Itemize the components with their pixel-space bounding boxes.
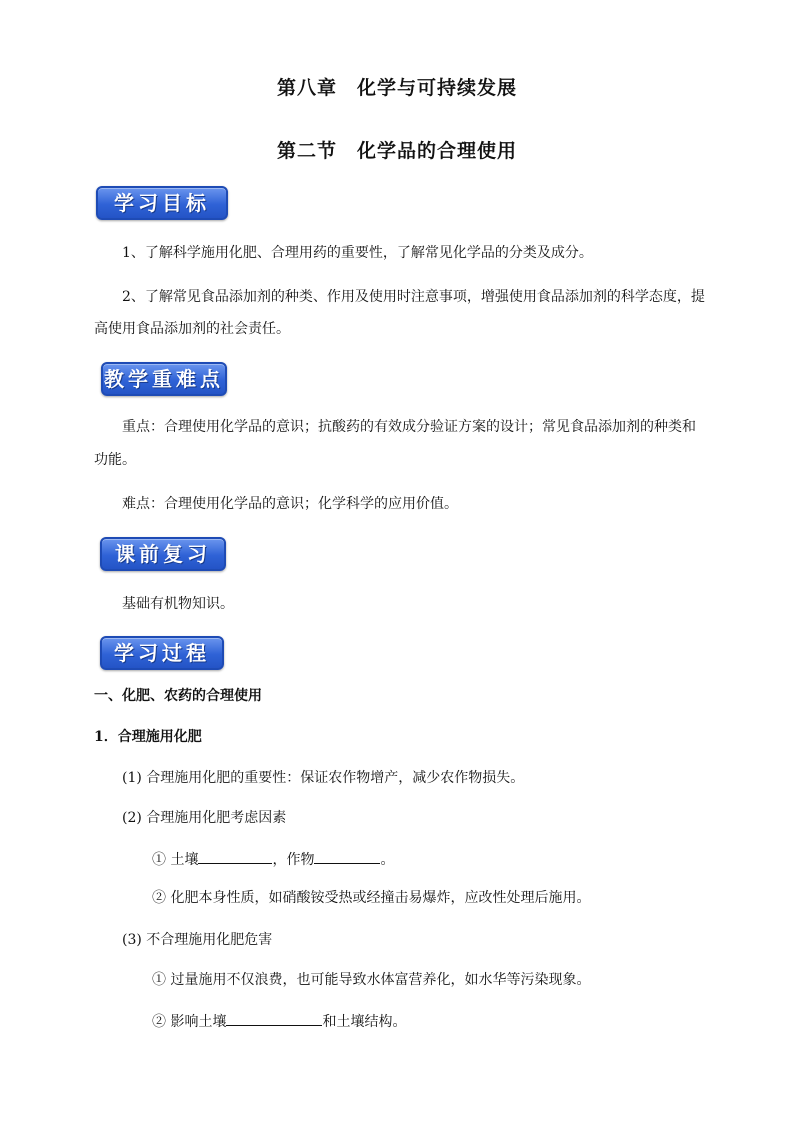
process-point-3: (3) 不合理施用化肥危害 bbox=[122, 932, 273, 948]
process-point-3b-prefix: ② 影响土壤 bbox=[152, 1014, 227, 1030]
fill-blank-soil[interactable] bbox=[198, 849, 272, 864]
process-point-2a-mid: ，作物 bbox=[272, 852, 315, 868]
chapter-title: 第八章 化学与可持续发展 bbox=[276, 77, 517, 99]
fill-blank-crop[interactable] bbox=[314, 849, 380, 864]
process-point-2b: ② 化肥本身性质，如硝酸铵受热或经撞击易爆炸，应改性处理后施用。 bbox=[152, 890, 591, 906]
fill-blank-soil-effect[interactable] bbox=[226, 1011, 322, 1026]
objectives-badge: 学习目标 bbox=[96, 186, 228, 220]
process-point-3a: ① 过量施用不仅浪费，也可能导致水体富营养化，如水华等污染现象。 bbox=[152, 972, 591, 988]
process-point-2a bbox=[152, 849, 394, 870]
objective-item-2-line-1: 2、了解常见食品添加剂的种类、作用及使用时注意事项，增强使用食品添加剂的科学态度，提 bbox=[122, 289, 705, 305]
process-point-2a-prefix: ① 土壤 bbox=[152, 852, 199, 868]
preview-badge: 课前复习 bbox=[100, 537, 226, 571]
preview-text: 基础有机物知识。 bbox=[122, 596, 234, 612]
key-focus-line-2: 功能。 bbox=[94, 452, 136, 468]
process-point-2a-suffix: 。 bbox=[380, 852, 395, 868]
process-point-3b-suffix: 和土壤结构。 bbox=[322, 1014, 407, 1030]
process-badge: 学习过程 bbox=[100, 636, 224, 670]
process-section-heading: 一、化肥、农药的合理使用 bbox=[94, 688, 262, 704]
process-subheading: 1．合理施用化肥 bbox=[94, 729, 202, 745]
section-title: 第二节 化学品的合理使用 bbox=[276, 140, 517, 162]
objective-item-1: 1、了解科学施用化肥、合理用药的重要性，了解常见化学品的分类及成分。 bbox=[122, 245, 593, 261]
process-point-3b bbox=[152, 1011, 406, 1032]
process-point-1: (1) 合理施用化肥的重要性：保证农作物增产，减少农作物损失。 bbox=[122, 770, 525, 786]
process-point-2: (2) 合理施用化肥考虑因素 bbox=[122, 810, 287, 826]
objective-item-2-line-2: 高使用食品添加剂的社会责任。 bbox=[94, 321, 290, 337]
key-points-badge: 教学重难点 bbox=[101, 362, 227, 396]
key-focus-line-1: 重点：合理使用化学品的意识；抗酸药的有效成分验证方案的设计；常见食品添加剂的种类和 bbox=[122, 419, 696, 435]
key-difficulty: 难点：合理使用化学品的意识；化学科学的应用价值。 bbox=[122, 496, 458, 512]
